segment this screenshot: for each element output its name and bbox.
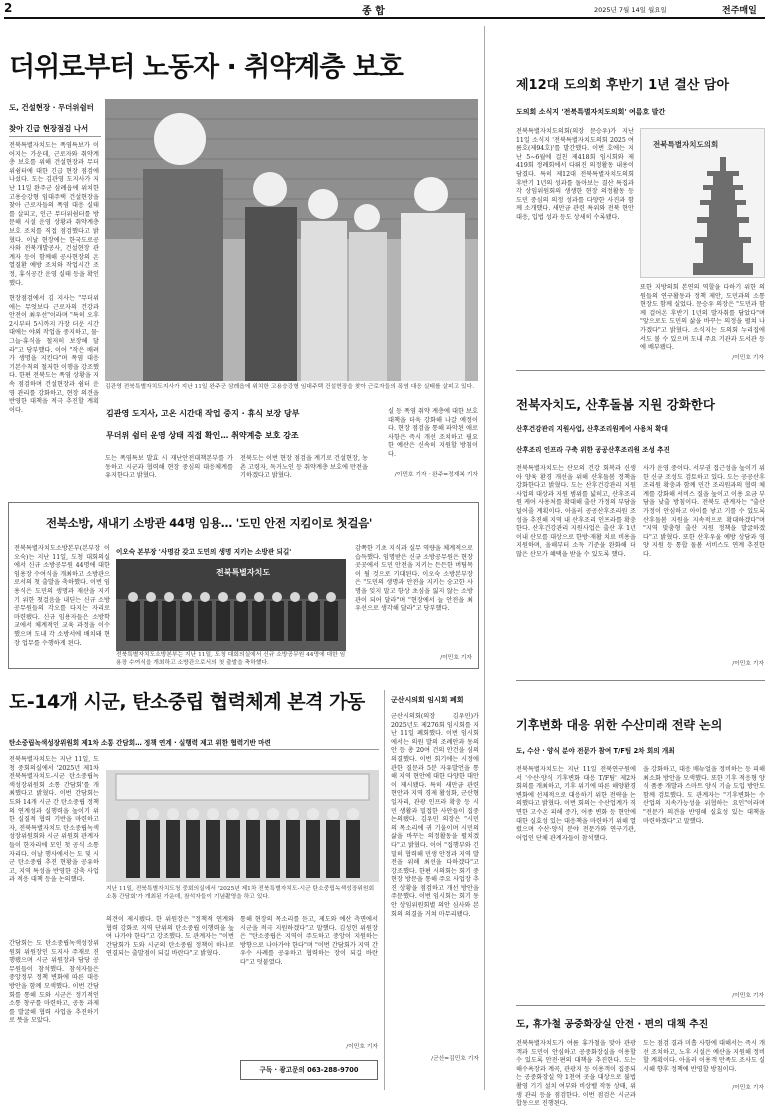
lead-subhead-2: 찾아 긴급 현장점검 나서: [9, 124, 89, 133]
lead-deck-1: 김관영 도지사, 고온 시간대 작업 중지 · 휴식 보장 당부: [106, 409, 300, 418]
safety-byline: /이민호 기자: [732, 1085, 764, 1091]
lead-byline: /이민호 기자 · 완주=정재복 기자: [394, 472, 478, 478]
carbon-sub-rule: [9, 749, 379, 750]
gunsan-byline: /군산=김민호 기자: [431, 1056, 479, 1062]
safety-body-col2: 도는 점검 결과 미흡 사항에 대해서는 즉시 개선 조치하고, 노후 시설은 예산을 지원해 정비할 계획이다. 아울러 이용객 만족도 조사도 실시해 향후 정책에 반영할 방침이다.: [643, 1040, 765, 1073]
safety-body-col1: 전북특별자치도가 여름 휴가철을 맞아 관광객과 도민이 안심하고 공중화장실을 이용할 수 있도록 안전·편의 대책을 추진한다. 도는 해수욕장과 계곡, 관광지 등 이용객이 집중되는 공중화장실 약 1천여 곳을 대상으로 불법 촬영 기기 설치 여부와 비상벨 작동 상태, 위생 관리 등을 점검한다. 이번 점검은 시군과 합동으로 진행된다.: [516, 1040, 636, 1108]
care-headline: 전북자치도, 산후돌봄 지원 강화한다: [516, 397, 715, 412]
fish-body-col1: 전북특별자치도는 지난 11일 전북연구원에서 '수산·양식 기후변화 대응 T/F팀' 제2차 회의를 개최하고, 기후 위기에 따른 해양환경 변화에 선제적으로 대응하기 위한 전략을 논의했다고 밝혔다. 이번 회의는 수산업계가 직면한 고수온 피해 증가, 어종 변화 등 현안에 대한 실효성 있는 대응책을 마련하기 위해 열렸으며 수산·양식 분야 전문가와 연구기관, 어업인 단체 관계자들이 참석했다.: [516, 766, 636, 842]
masthead-rule: [4, 17, 765, 19]
council-body-col1: 전북특별자치도의회(의장 문승우)가 지난 11일 소식지 '전북특별자치도의회 2025 여름호(제94호)'를 발간했다. 이번 호에는 지난 5~6월에 걸친 제418회 임시회와 제419회 정례회에서 다뤄진 의정활동 내용이 담겼다. 특히 제12대 전북특별자치도의회 후반기 1년의 성과를 돌아보는 결산 특집과 각 상임위원회의 생생한 현장 의정활동 등 도민 중심의 의정 성과를 다양한 사진과 함께 소개했다. 새만금 관련 특위와 전북 현안 대응, 입법 성과 등도 상세히 수록됐다.: [516, 128, 634, 221]
care-byline: /이민호 기자: [732, 661, 764, 667]
worksite-photo-illustration: [105, 99, 478, 381]
lead-sub-rule: [9, 136, 101, 137]
care-top-rule: [516, 370, 765, 371]
council-byline: /이민호 기자: [732, 355, 764, 361]
council-body-col2: 또한 지방의회 본연의 역할을 다하기 위한 의원들의 연구활동과 정책 제안, 도민과의 소통 현장도 함께 실었다. 문승우 의장은 "도민과 함께 걸어온 후반기 1년의 발자취를 담았다"며 "앞으로도 도민의 삶을 바꾸는 의정을 펼쳐 나가겠다"고 밝혔다. 소식지는 도의회 누리집에서도 볼 수 있으며 도내 주요 기관과 도서관 등에 배부됐다.: [640, 284, 765, 352]
fish-top-rule: [516, 680, 765, 681]
fire-photo-caption: 전북특별자치도소방본부는 지난 11일, 도청 대회의실에서 신규 소방공무원 44명에 대한 임용장 수여식을 개최하고 소방관으로서의 첫 출발을 축하했다.: [116, 652, 346, 666]
fire-quote: 이오숙 본부장 '사명감 갖고 도민의 생명 지키는 소방관 되길': [116, 548, 292, 556]
carbon-body-col3: 의견이 제시됐다. 한 위원장은 "정책적 연계와 협력 강화로 지역 단위의 탄소중립 이행력을 높여 나가야 한다"고 강조했다. 도 관계자는 "이번 간담회가 도와 시군의 탄소중립 정책이 하나로 연결되는 출발점이 되길 바란다"고 밝혔다.: [106, 916, 234, 958]
page-number: 2: [4, 1, 13, 15]
carbon-byline: /이민호 기자: [346, 1044, 378, 1050]
committee-group-photo: [106, 770, 379, 882]
gunsan-body: 군산시의회(의장 김우민)가 2025년도 제276회 임시회를 지난 11일 폐회했다. 이번 임시회에서는 의원 발의 조례안과 동의안 등 총 20여 건의 안건을 심의 의결했다. 이번 회기에는 시정에 관한 질문과 5분 자유발언을 통해 지역 현안에 대한 다양한 대안이 제시됐다. 특히 새만금 관련 현안과 지역 경제 활성화, 군산형 일자리, 관광 인프라 확충 등 시민 생활과 밀접한 사안들이 집중 논의됐다. 김우민 의장은 "시민의 목소리에 귀 기울이며 시민의 삶을 바꾸는 의정활동을 펼치겠다"고 밝혔다. 이어 "집행부와 긴밀히 협력해 민생 안정과 지역 발전을 위해 최선을 다하겠다"고 강조했다. 한편 시의회는 회기 중 현장 방문을 통해 주요 사업장 추진 상황을 점검하고 개선 방안을 주문했다. 이번 임시회는 회기 동안 상임위원회별 의안 심사와 본회의 의결을 거쳐 마무리됐다.: [391, 713, 479, 918]
pagoda-icon: [693, 157, 753, 275]
subscription-ad: [240, 1060, 378, 1080]
gunsan-divider: [384, 690, 385, 1090]
lead-photo-caption: 김관영 전북특별자치도지사가 지난 11일 완주군 삼례읍에 위치한 고용승강형 임대주택 건설현장을 찾아 근로자들의 폭염 대응 실태를 살피고 있다.: [105, 384, 475, 390]
carbon-subhead: 탄소중립녹색성장위원회 제1차 소통 간담회… 정책 연계 · 실행력 제고 위한 협력기반 마련: [9, 739, 271, 747]
care-body-col2: 사가 운영 중이다. 서부권 접근성을 높이기 위한 신규 조성도 검토하고 있다. 도는 공공산후조리원 확충과 함께 민간 조리원과의 협력 체계를 강화해 서비스 질을 높이고 이용 요금 부담을 낮출 방침이다. 전북도 관계자는 "출산 가정이 안심하고 아이를 낳고 기를 수 있도록 산후돌봄 지원을 지속적으로 확대하겠다"며 "지역 맞춤형 출산 지원 정책을 발굴하겠다"고 밝혔다. 또한 산후우울 예방 상담과 영양 지원 등 통합 돌봄 서비스도 연계 추진한다.: [643, 465, 765, 558]
fish-headline: 기후변화 대응 위한 수산미래 전략 논의: [516, 718, 723, 732]
carbon-photo: [106, 770, 379, 882]
magazine-cover-title: 전북특별자치도의회: [653, 140, 719, 149]
carbon-body-col4: 통해 현장의 목소리를 듣고, 제도와 예산 측면에서 시군을 적극 지원하겠다"고 말했다. 김성헌 위원장은 "탄소중립은 지역이 주도하고 중앙이 지원하는 방향으로 나아가야 한다"며 "이번 간담회가 지역 간 우수 사례를 공유하고 협력하는 장이 되길 바란다"고 덧붙였다.: [240, 916, 378, 966]
lead-subhead-1: 도, 건설현장 · 무더위쉼터: [9, 103, 94, 112]
lead-deck-2: 무더위 쉼터 운영 상태 직접 확인… 취약계층 보호 강조: [106, 431, 299, 440]
carbon-body-col1: 전북특별자치도는 지난 11일, 도청 중회의실에서 '2025년 제1차 전북특별자치도-시군 탄소중립녹색성장위원회 소통 간담회'를 개최했다고 밝혔다. 이번 간담회는 도와 14개 시군 간 탄소중립 정책의 연계성과 실행력을 높이기 위한 실질적 협력 기반을 마련하고자, 전북특별자치도 탄소중립녹색성장위원회와 시군 위원회 관계자들이 한자리에 모인 첫 공식 소통 자리다. 이날 행사에서는 도 및 시군 탄소중립 추진 현황을 공유하고, 지역 특성을 반영한 감축 사업과 적응 대책 등을 논의했다.: [9, 756, 99, 884]
fire-headline: 전북소방, 새내기 소방관 44명 임용… '도민 안전 지킴이로 첫걸음': [46, 516, 373, 530]
right-column-divider: [484, 26, 485, 1090]
care-body-col1: 전북특별자치도는 산모의 건강 회복과 신생아 양육 환경 개선을 위해 산후돌봄 정책을 강화한다고 밝혔다. 도는 산후건강관리 지원사업의 대상과 지원 범위를 넓히고, 산후조리원 케어 사용처를 확대해 출산 가정의 부담을 덜어줄 계획이다. 아울러 공공산후조리원 조성을 추진해 지역 내 산후조리 인프라를 확충한다. 산후건강관리 지원사업은 출산 후 1년 이내 산모를 대상으로 한방·재활 치료 비용을 지원하며, 올해부터 소득 기준을 완화해 더 많은 산모가 혜택을 받을 수 있도록 했다.: [516, 465, 636, 558]
lead-body-col4: 전북도는 이번 현장 점검을 계기로 건설현장, 농촌 고령자, 독거노인 등 취약계층 보호에 만전을 기하겠다고 밝혔다.: [240, 455, 368, 480]
lead-body-col2: 현장점검에서 김 지사는 "무더위에는 무엇보다 근로자의 건강과 안전이 최우선"이라며 "특히 오후 2시부터 5시까지 가장 더운 시간대에는 야외 작업을 중지하고, 물·그늘·휴식을 철저히 보장해 달라"고 당부했다. 이어 "작은 배려가 생명을 지킨다"며 폭염 대응 기본수칙의 철저한 이행을 강조했다. 한편 전북도는 폭염 상황을 지속 점검하며 건설현장과 쉼터 운영 관리를 강화하고, 현장 의견을 반영한 대책을 적극 추진할 계획이다.: [9, 295, 99, 414]
fire-body-col1: 전북특별자치도소방본부(본부장 이오숙)는 지난 11일, 도청 대회의실에서 신규 소방공무원 44명에 대한 임용장 수여식을 개최하고 소방관으로서의 첫 출발을 축하했다. 이번 임용식은 도민의 생명과 재산을 지키기 위한 첫걸음을 내딛는 신규 소방공무원들의 각오를 다지는 자리로 마련됐다. 신규 임용자들은 소방학교에서 체계적인 교육 과정을 이수했으며 도내 각 소방서에 배치돼 현장 업무를 수행하게 된다.: [14, 545, 110, 647]
lead-body-col1: 전북특별자치도는 폭염특보가 이어지는 가운데, 근로자와 취약계층 보호를 위해 건설현장과 무더위쉼터에 대한 긴급 현장 점검에 나섰다. 도는 김관영 도지사가 지난 11일 완주군 삼례읍에 위치한 고용승강형 임대주택 건설현장을 찾아 근로자들의 폭염 대응 실태를 살피고, 인근 무더위쉼터를 방문해 시설 운영 상황과 취약계층 보호 조치를 직접 점검했다고 밝혔다. 이날 현장에는 한국도로공사와 전북개발공사, 건설현장 관계자 등이 함께해 공사현장의 온열질환 예방 조치와 작업시간 조정, 휴식공간 운영 실태 등을 확인했다.: [9, 142, 99, 287]
council-magazine-cover: [640, 128, 765, 278]
council-subhead: 도의회 소식지 '전북특별자치도의회' 여름호 발간: [516, 108, 666, 116]
carbon-photo-caption: 지난 11일, 전북특별자치도청 중회의실에서 '2025년 제1차 전북특별자치도-시군 탄소중립녹색성장위원회 소통 간담회'가 개최된 가운데, 참석자들이 기념촬영을 하고 있다.: [106, 886, 375, 900]
fish-subhead: 도, 수산 · 양식 분야 전문가 참여 T/F팀 2차 회의 개최: [516, 747, 675, 755]
fire-photo: [116, 559, 346, 651]
lead-headline: 더위로부터 노동자 · 취약계층 보호: [9, 52, 404, 83]
safety-top-rule: [516, 1005, 765, 1006]
masthead: [0, 0, 769, 18]
fire-byline: /이민호 기자: [440, 655, 472, 661]
paper-name: 전주매일: [722, 6, 757, 16]
lead-photo: [105, 99, 478, 381]
carbon-body-col2: 간담회는 도 탄소중립녹색성장위원회 위원장인 도지사 주재로 진행됐으며 시군 위원장과 담당 공무원들이 참석했다. 참석자들은 중앙정부 정책 변화에 따른 대응 방안을 함께 모색했다. 이번 간담회를 통해 도와 시군은 정기적인 소통 창구를 마련하고, 공동 과제를 발굴해 협력 사업을 추진하기로 뜻을 모았다.: [9, 940, 99, 1025]
lead-body-col3: 도는 폭염특보 발효 시 재난안전대책본부를 가동하고 시군과 협력해 현장 중심의 대응체계를 유지한다고 밝혔다.: [105, 455, 233, 480]
fire-body-col2: 감쪽한 기초 지식과 실무 역량을 체계적으로 습득했다. 임명받은 신규 소방공무원은 현장 곳곳에서 도민 안전을 지키는 든든한 버팀목이 될 것으로 기대된다. 이오숙 소방본부장은 "도민의 생명과 안전을 지키는 숭고한 사명을 잊지 말고 항상 초심을 잃지 않는 소방관이 되어 달라"며 "현장에서 늘 안전을 최우선으로 생각해 달라"고 당부했다.: [355, 545, 473, 613]
carbon-headline: 도-14개 시군, 탄소중립 협력체계 본격 가동: [9, 691, 365, 713]
safety-headline: 도, 휴가철 공중화장실 안전 · 편의 대책 추진: [516, 1019, 709, 1030]
subscription-ad-text: 구독 · 광고문의 063-288-9700: [259, 1066, 359, 1074]
fish-byline: /이민호 기자: [732, 993, 764, 999]
section-title: 종 합: [362, 6, 385, 17]
fire-photo-banner: 전북특별자치도: [216, 568, 271, 577]
care-subhead-2: 산후조리 인프라 구축 위한 공공산후조리원 조성 추진: [516, 446, 670, 454]
care-subhead-1: 산후건강관리 지원사업, 산후조리원케어 사용처 확대: [516, 425, 668, 433]
gunsan-kicker: 군산시의회 임시회 폐회: [391, 696, 464, 704]
issue-date: 2025년 7월 14일 월요일: [594, 6, 667, 14]
lead-body-col5: 실 등 폭염 취약 계층에 대한 보호 대책을 더욱 강화해 나갈 예정이다. 현장 점검을 통해 파악된 애로사항은 즉시 개선 조치하고 필요한 예산은 신속히 지원할 방침이다.: [388, 408, 478, 458]
fish-body-col2: 을 강화하고, 대응 매뉴얼을 정비하는 등 피해 최소화 방안을 모색했다. 또한 기후 적응형 양식 품종 개발과 스마트 양식 기술 도입 방안도 함께 검토했다. 도 관계자는 "기후변화는 수산업의 지속가능성을 위협하는 요인"이라며 "전문가 의견을 반영해 실효성 있는 대책을 마련하겠다"고 말했다.: [643, 766, 765, 825]
council-headline: 제12대 도의회 후반기 1년 결산 담아: [516, 78, 730, 93]
